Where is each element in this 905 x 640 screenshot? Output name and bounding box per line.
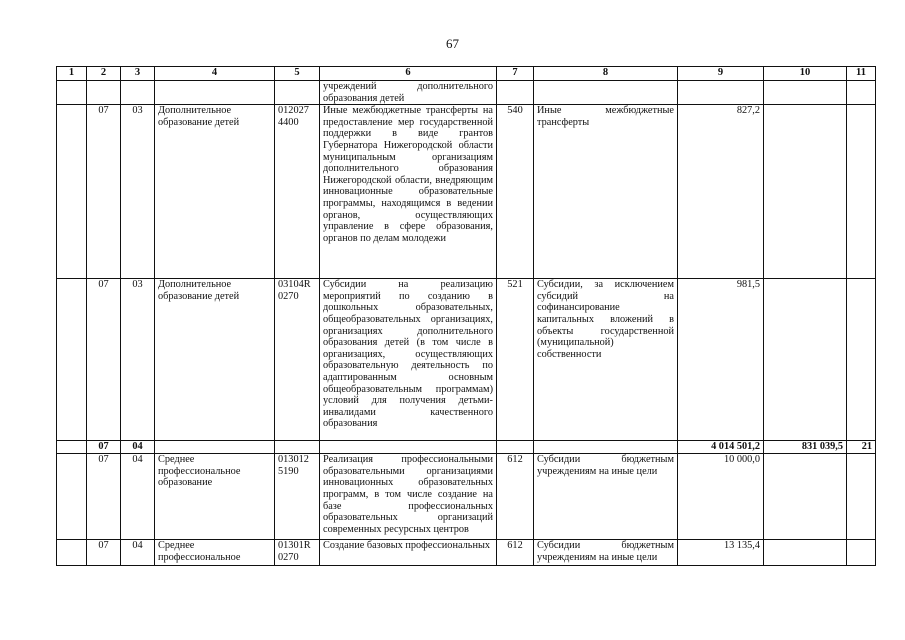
cell-name: Среднее профессиональное образование [155, 454, 275, 540]
column-header: 5 [275, 67, 320, 81]
cell-description [320, 441, 497, 454]
cell-amount [678, 81, 764, 105]
header-row [57, 67, 876, 81]
table-row [57, 81, 876, 105]
cell-description: учреждений дополнительного образования детей [320, 81, 497, 105]
cell-subsection: 04 [121, 441, 155, 454]
table-row [57, 540, 876, 566]
cell-description: Иные межбюджетные трансферты на предоставление мер государственной поддержки в виде грантов Губернатора Нижегородской области муниципальным организациям дополнительного образования Нижегородской области, внедряющим инновационные образовательные программы, находящимся в ведении органов, осуществляющих управление в сфере образования, органов по делам молодежи [320, 105, 497, 279]
cell-description: Реализация профессиональными образовательными организациями инновационных образовательных программ, в том числе создание на базе профессиональных образовательных организаций современных ресурсных центров [320, 454, 497, 540]
cell-target-code: 03104R 0270 [275, 279, 320, 441]
cell-expense-type: Субсидии бюджетным учреждениям на иные цели [534, 454, 678, 540]
cell-amount-2 [764, 540, 847, 566]
cell-expense-code [497, 81, 534, 105]
cell-col1 [57, 279, 87, 441]
cell-name: Дополнительное образование детей [155, 279, 275, 441]
cell-section [87, 81, 121, 105]
table-row [57, 454, 876, 540]
cell-share: 21 [847, 441, 876, 454]
cell-section: 07 [87, 105, 121, 279]
budget-table [56, 66, 876, 566]
cell-target-code: 013012 5190 [275, 454, 320, 540]
cell-description: Субсидии на реализацию мероприятий по созданию в дошкольных образовательных, общеобразовательных организациях, организациях дополнительного образования детей (в том числе в организациях, осуществляющих образовательную деятельность по адаптированным основным общеобразовательным программам) условий для получения детьми-инвалидами качественного образования [320, 279, 497, 441]
cell-expense-code: 612 [497, 540, 534, 566]
cell-share [847, 279, 876, 441]
cell-section: 07 [87, 454, 121, 540]
column-header: 7 [497, 67, 534, 81]
cell-col1 [57, 105, 87, 279]
cell-expense-code: 540 [497, 105, 534, 279]
cell-col1 [57, 81, 87, 105]
cell-amount-2 [764, 105, 847, 279]
cell-subsection: 04 [121, 540, 155, 566]
cell-amount: 4 014 501,2 [678, 441, 764, 454]
cell-col1 [57, 441, 87, 454]
cell-amount: 827,2 [678, 105, 764, 279]
cell-subsection [121, 81, 155, 105]
cell-amount-2: 831 039,5 [764, 441, 847, 454]
cell-section: 07 [87, 441, 121, 454]
cell-share [847, 105, 876, 279]
cell-amount: 10 000,0 [678, 454, 764, 540]
column-header: 10 [764, 67, 847, 81]
cell-target-code [275, 441, 320, 454]
cell-name: Среднее профессиональное [155, 540, 275, 566]
cell-share [847, 454, 876, 540]
cell-col1 [57, 454, 87, 540]
cell-expense-code: 612 [497, 454, 534, 540]
cell-amount-2 [764, 81, 847, 105]
cell-subsection: 04 [121, 454, 155, 540]
cell-amount: 981,5 [678, 279, 764, 441]
page-number: 67 [446, 36, 459, 51]
cell-target-code: 01301R 0270 [275, 540, 320, 566]
cell-name: Дополнительное образование детей [155, 105, 275, 279]
cell-subsection: 03 [121, 279, 155, 441]
cell-section: 07 [87, 279, 121, 441]
cell-share [847, 81, 876, 105]
cell-expense-type: Субсидии, за исключением субсидий на софинансирование капитальных вложений в объекты государственной (муниципальной) собственности [534, 279, 678, 441]
column-header: 3 [121, 67, 155, 81]
cell-amount: 13 135,4 [678, 540, 764, 566]
cell-target-code [275, 81, 320, 105]
cell-expense-type [534, 81, 678, 105]
column-header: 9 [678, 67, 764, 81]
cell-description: Создание базовых профессиональных [320, 540, 497, 566]
cell-share [847, 540, 876, 566]
subtotal-row [57, 441, 876, 454]
cell-target-code: 012027 4400 [275, 105, 320, 279]
cell-col1 [57, 540, 87, 566]
cell-amount-2 [764, 454, 847, 540]
column-header: 4 [155, 67, 275, 81]
cell-amount-2 [764, 279, 847, 441]
cell-name [155, 81, 275, 105]
column-header: 8 [534, 67, 678, 81]
column-header: 6 [320, 67, 497, 81]
table-row [57, 105, 876, 279]
cell-name [155, 441, 275, 454]
cell-section: 07 [87, 540, 121, 566]
cell-subsection: 03 [121, 105, 155, 279]
column-header: 2 [87, 67, 121, 81]
table-row [57, 279, 876, 441]
cell-expense-type: Иные межбюджетные трансферты [534, 105, 678, 279]
cell-expense-type: Субсидии бюджетным учреждениям на иные цели [534, 540, 678, 566]
cell-expense-code: 521 [497, 279, 534, 441]
column-header: 11 [847, 67, 876, 81]
cell-expense-type [534, 441, 678, 454]
cell-expense-code [497, 441, 534, 454]
column-header: 1 [57, 67, 87, 81]
